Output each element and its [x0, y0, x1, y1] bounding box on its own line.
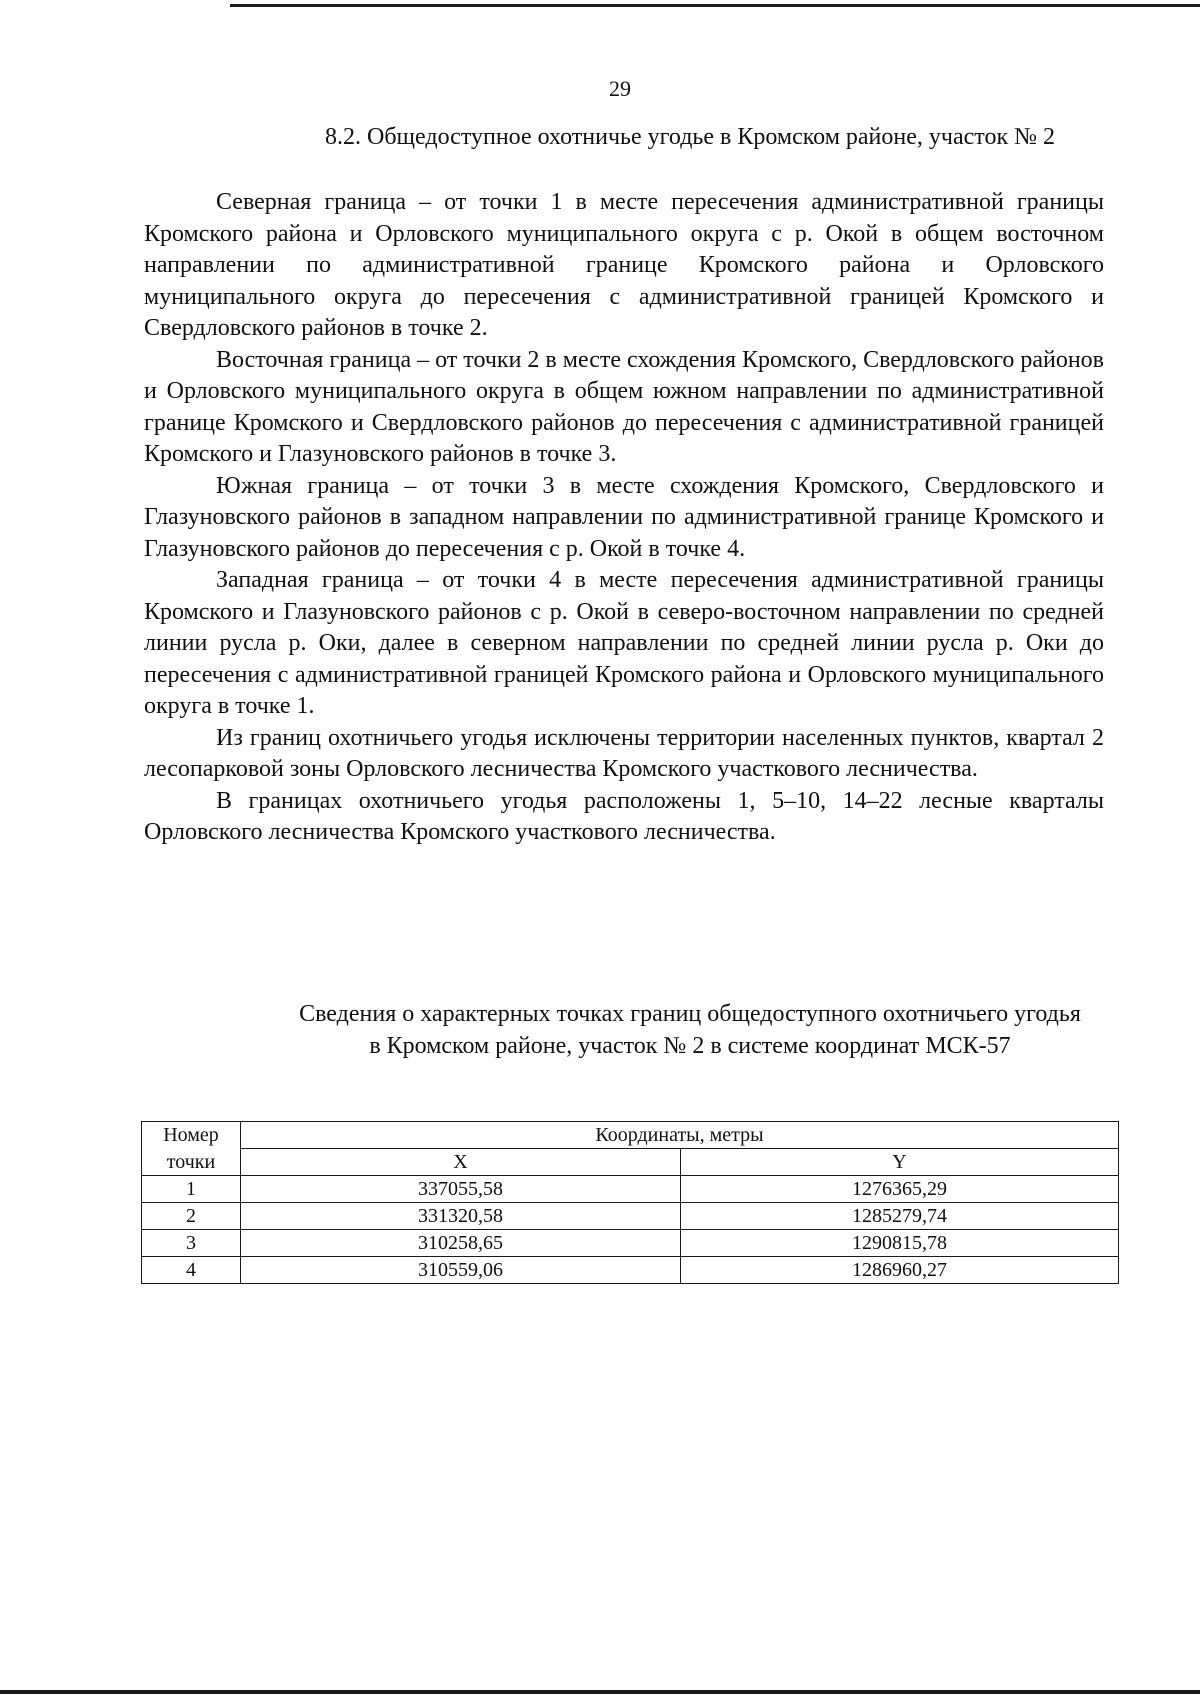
header-x: X	[241, 1149, 681, 1176]
table-caption-line-2: в Кромском районе, участок № 2 в системе координат МСК-57	[369, 1033, 1011, 1059]
table-row	[142, 1203, 1119, 1230]
coordinates-table	[141, 1121, 1119, 1284]
cell-point: 4	[142, 1257, 241, 1284]
table-row	[142, 1257, 1119, 1284]
cell-x: 337055,58	[241, 1176, 681, 1203]
cell-y: 1290815,78	[681, 1230, 1119, 1257]
table-subheader-row	[142, 1149, 1119, 1176]
paragraph-forest-quarters: В границах охотничьего угодья расположены 1, 5–10, 14–22 лесные кварталы Орловского лесничества Кромского участкового лесничества.	[144, 787, 1104, 845]
cell-y: 1276365,29	[681, 1176, 1119, 1203]
cell-point: 2	[142, 1203, 241, 1230]
cell-x: 310559,06	[241, 1257, 681, 1284]
cell-y: 1285279,74	[681, 1203, 1119, 1230]
header-coordinates: Координаты, метры	[241, 1122, 1119, 1149]
section-title: 8.2. Общедоступное охотничье угодье в Кромском районе, участок № 2	[325, 124, 1055, 150]
scan-bottom-border	[0, 1690, 1200, 1694]
paragraph-exclusions: Из границ охотничьего угодья исключены территории населенных пунктов, квартал 2 лесопарковой зоны Орловского лесничества Кромского участкового лесничества.	[144, 724, 1104, 782]
header-point-label: точки	[142, 1149, 241, 1176]
cell-point: 3	[142, 1230, 241, 1257]
page-number: 29	[609, 76, 631, 101]
paragraph-north-boundary: Северная граница – от точки 1 в месте пересечения административной границы Кромского района и Орловского муниципального округа с р. Окой в общем восточном направлении по административной границе Кромского района и Орловского муниципального округа до пересечения с административной границей Кромского и Свердловского районов в точке 2.	[144, 189, 1104, 341]
header-point-number: Номер	[142, 1122, 241, 1149]
table-row	[142, 1230, 1119, 1257]
body-text	[144, 187, 1104, 849]
paragraph-east-boundary: Восточная граница – от точки 2 в месте схождения Кромского, Свердловского районов и Орловского муниципального округа в общем южном направлении по административной границе Кромского и Свердловского районов до пересечения с административной границей Кромского и Глазуновского районов в точке 3.	[144, 346, 1104, 467]
table-caption	[140, 998, 1200, 1062]
table-row	[142, 1176, 1119, 1203]
cell-point: 1	[142, 1176, 241, 1203]
scan-top-border	[230, 4, 1200, 7]
cell-x: 310258,65	[241, 1230, 681, 1257]
paragraph-south-boundary: Южная граница – от точки 3 в месте схождения Кромского, Свердловского и Глазуновского районов в западном направлении по административной границе Кромского и Глазуновского районов до пересечения с р. Окой в точке 4.	[144, 472, 1104, 562]
table-header-row	[142, 1122, 1119, 1149]
header-y: Y	[681, 1149, 1119, 1176]
cell-y: 1286960,27	[681, 1257, 1119, 1284]
paragraph-west-boundary: Западная граница – от точки 4 в месте пересечения административной границы Кромского и Глазуновского районов с р. Окой в северо-восточном направлении по средней линии русла р. Оки, далее в северном направлении по средней линии русла р. Оки до пересечения с административной границей Кромского района и Орловского муниципального округа в точке 1.	[144, 567, 1104, 719]
cell-x: 331320,58	[241, 1203, 681, 1230]
table-caption-line-1: Сведения о характерных точках границ общедоступного охотничьего угодья	[299, 1001, 1081, 1027]
